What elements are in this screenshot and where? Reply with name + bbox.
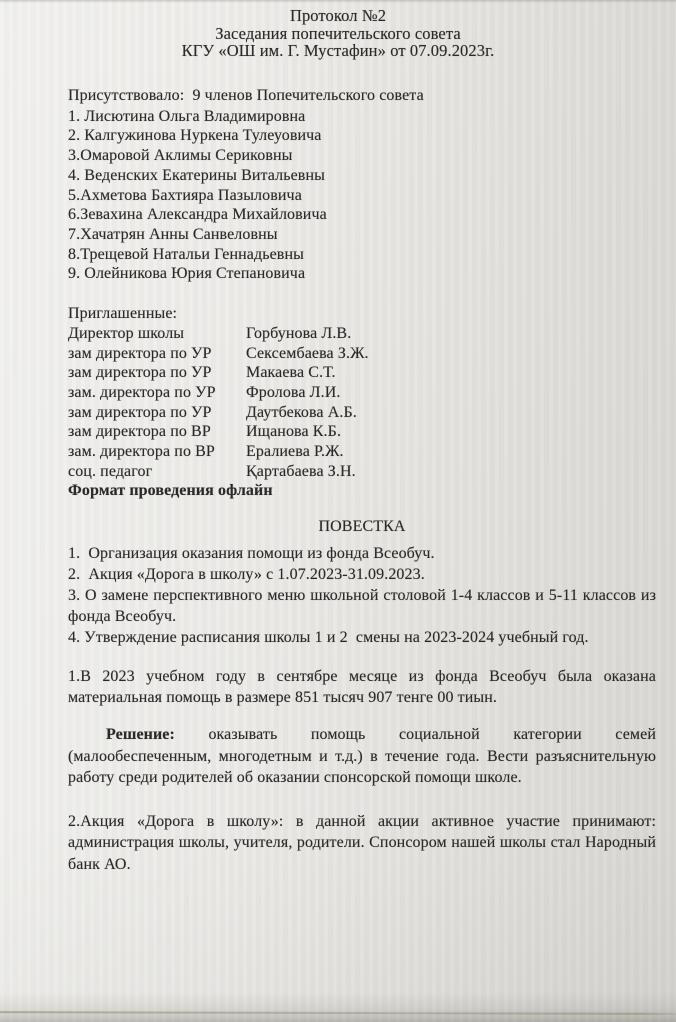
decision-text: оказывать помощь социальной категории семей (малообеспеченным, многодетным и т.д.) в течение года. Вести разъяснительную работу среди родителей об оказании спонсорской помощи школе. bbox=[68, 726, 656, 787]
document-title-line-3: КГУ «ОШ им. Г. Мустафин» от 07.09.2023г. bbox=[181, 41, 495, 61]
invited-name: Фролова Л.И. bbox=[246, 383, 341, 401]
invited-row bbox=[68, 462, 656, 482]
invited-name: Макаева С.Т. bbox=[246, 364, 336, 382]
document-title-line-2: Заседания попечительского совета bbox=[215, 23, 461, 43]
invited-name: Даутбекова А.Б. bbox=[246, 403, 357, 421]
attendance-member-item: 6.Зевахина Александра Михайловича bbox=[68, 206, 327, 224]
attendance-member-item: 8.Трещевой Натальи Геннадьевны bbox=[68, 245, 304, 263]
attendance-member-item: 9. Олейникова Юрия Степановича bbox=[68, 265, 306, 283]
invited-name: Сексембаева З.Ж. bbox=[246, 344, 369, 362]
document-title-block bbox=[0, 0, 676, 60]
invited-role: зам. директора по УР bbox=[68, 383, 216, 401]
invited-role: зам директора по УР bbox=[68, 344, 212, 362]
attendance-heading: Присутствовало: 9 членов Попечительского совета bbox=[68, 86, 424, 104]
attendance-member-item: 7.Хачатрян Анны Санвеловны bbox=[68, 226, 278, 243]
invited-row bbox=[68, 324, 656, 344]
agenda-item: 2. Акция «Дорога в школу» с 1.07.2023-31.09.2023. bbox=[68, 565, 425, 583]
document-body bbox=[0, 86, 676, 876]
attendance-member-item: 2. Калгужинова Нуркена Тулеуовича bbox=[68, 127, 322, 145]
invited-role: соц. педагог bbox=[68, 462, 153, 480]
invited-role: зам. директора по ВР bbox=[68, 443, 215, 461]
invited-row bbox=[68, 383, 656, 403]
attendance-members-list bbox=[68, 107, 656, 284]
invited-name: Ералиева Р.Ж. bbox=[246, 443, 344, 461]
invited-row bbox=[68, 442, 656, 462]
invited-name: Ищанова К.Б. bbox=[246, 423, 342, 441]
paper-bottom-shadow bbox=[0, 992, 676, 1022]
paragraph-decision bbox=[68, 724, 656, 789]
paper-top-edge bbox=[0, 0, 676, 3]
agenda-item: 4. Утверждение расписания школы 1 и 2 смены на 2023-2024 учебный год. bbox=[68, 628, 589, 646]
meeting-format-note: Формат проведения офлайн bbox=[68, 482, 273, 500]
invited-row bbox=[68, 403, 656, 423]
attendance-member-item: 3.Омаровой Аклимы Сериковны bbox=[68, 147, 293, 165]
invited-row bbox=[68, 363, 656, 383]
attendance-member-item: 5.Ахметова Бахтияра Пазыловича bbox=[68, 186, 302, 204]
invited-role: зам директора по УР bbox=[68, 364, 212, 382]
invited-role: зам директора по ВР bbox=[68, 423, 211, 441]
agenda-item: 3. О замене перспективного меню школьной столовой 1-4 классов и 5-11 классов из фонда Всеобуч. bbox=[68, 586, 661, 625]
invited-heading: Приглашенные: bbox=[68, 305, 178, 323]
decision-label: Решение: bbox=[106, 726, 175, 744]
invited-row bbox=[68, 422, 656, 442]
invited-role: Директор школы bbox=[68, 324, 185, 342]
document-title-line-1: Протокол №2 bbox=[289, 6, 387, 25]
attendance-member-item: 4. Веденских Екатерины Витальевны bbox=[68, 166, 325, 184]
agenda-items-list bbox=[68, 543, 661, 648]
paragraph-school-action: 2.Акция «Дорога в школу»: в данной акции активное участие принимают: администрация школы, учителя, родители. Спонсором нашей школы стал Народный банк АО. bbox=[68, 812, 656, 873]
invited-name: Қартабаева З.Н. bbox=[246, 462, 356, 480]
agenda-item: 1. Организация оказания помощи из фонда Всеобуч. bbox=[68, 544, 435, 562]
invited-row bbox=[68, 344, 656, 364]
invited-list bbox=[68, 324, 656, 482]
attendance-member-item: 1. Лисютина Ольга Владимировна bbox=[68, 107, 306, 125]
invited-role: зам директора по УР bbox=[68, 403, 212, 421]
agenda-heading: ПОВЕСТКА bbox=[318, 518, 406, 536]
paragraph-fund-aid: 1.В 2023 учебном году в сентябре месяце из фонда Всеобуч была оказана материальная помощь в размере 851 тысяч 907 тенге 00 тиын. bbox=[68, 667, 656, 707]
invited-name: Горбунова Л.В. bbox=[246, 324, 352, 342]
